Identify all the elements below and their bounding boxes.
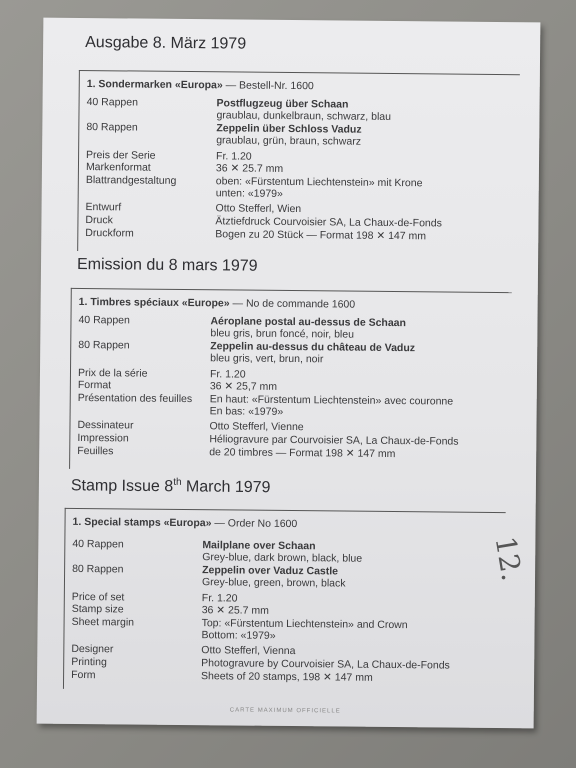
row-value: Otto Stefferl, Vienna bbox=[201, 644, 296, 658]
row-value-2: En bas: «1979» bbox=[209, 405, 284, 418]
handwritten-number: 12. bbox=[488, 533, 529, 584]
row-value: Fr. 1.20 bbox=[209, 368, 246, 381]
row-label: 40 Rappen bbox=[78, 313, 130, 327]
card-footer: CARTE MAXIMUM OFFICIELLE bbox=[229, 707, 341, 715]
row-value: 36 ✕ 25.7 mm bbox=[215, 162, 284, 175]
row-value: En haut: «Fürstentum Liechtenstein» avec couronne bbox=[209, 393, 454, 408]
row-label: Printing bbox=[71, 655, 107, 669]
row-label: 40 Rappen bbox=[72, 537, 124, 551]
row-value: 36 ✕ 25,7 mm bbox=[209, 380, 278, 393]
section-heading: Stamp Issue 8th March 1979 bbox=[70, 476, 271, 497]
row-label: Price of set bbox=[71, 590, 125, 604]
stamp-info-card bbox=[37, 18, 541, 729]
section-heading: Emission du 8 mars 1979 bbox=[76, 255, 258, 275]
row-value: Fr. 1.20 bbox=[201, 592, 238, 605]
row-value: de 20 timbres — Format 198 ✕ 147 mm bbox=[209, 446, 396, 461]
row-value: Ätztiefdruck Courvoisier SA, La Chaux-de-Fonds bbox=[215, 215, 442, 230]
row-label: Blattrandgestaltung bbox=[85, 174, 177, 187]
row-label: Form bbox=[71, 668, 96, 682]
row-value: Zeppelin au-dessus du château de Vaduz bbox=[210, 340, 416, 355]
row-label: Markenformat bbox=[85, 161, 151, 174]
row-label: 80 Rappen bbox=[86, 121, 138, 134]
row-value: Otto Stefferl, Wien bbox=[215, 202, 302, 216]
row-value: Fr. 1.20 bbox=[216, 150, 252, 163]
row-label: Druckform bbox=[85, 227, 134, 240]
box-header: 1. Timbres spéciaux «Europe» — No de commande 1600 bbox=[78, 295, 356, 311]
row-label: Feuilles bbox=[77, 444, 114, 458]
row-value-2: graublau, dunkelbraun, schwarz, blau bbox=[216, 109, 392, 123]
row-value: Postflugzeug über Schaan bbox=[216, 97, 349, 111]
row-label: Dessinateur bbox=[77, 418, 134, 432]
row-label: 80 Rappen bbox=[78, 338, 130, 352]
box-header: 1. Special stamps «Europa» — Order No 1600 bbox=[72, 515, 298, 531]
row-label: Sheet margin bbox=[71, 615, 135, 629]
row-value: Top: «Fürstentum Liechtenstein» and Crown bbox=[201, 617, 408, 632]
row-label: Entwurf bbox=[85, 201, 122, 214]
row-value: Héliogravure par Courvoisier SA, La Chaux-de-Fonds bbox=[209, 433, 459, 448]
row-value: Otto Stefferl, Vienne bbox=[209, 420, 304, 434]
row-label: Preis der Serie bbox=[86, 149, 156, 162]
row-value-2: bleu gris, brun foncé, noir, bleu bbox=[210, 327, 355, 341]
row-value-2: graublau, grün, braun, schwarz bbox=[216, 134, 362, 148]
row-label: Impression bbox=[77, 431, 129, 445]
row-label: Format bbox=[77, 378, 112, 392]
row-label: 80 Rappen bbox=[72, 562, 124, 576]
row-label: Designer bbox=[71, 642, 114, 656]
row-value: Mailplane over Schaan bbox=[202, 539, 316, 553]
row-value: Zeppelin über Schloss Vaduz bbox=[216, 122, 362, 136]
row-label: Prix de la série bbox=[77, 366, 148, 380]
row-value: oben: «Fürstentum Liechtenstein» mit Krone bbox=[215, 175, 423, 190]
row-value: Aéroplane postal au-dessus de Schaan bbox=[210, 315, 407, 330]
row-label: Présentation des feuilles bbox=[77, 391, 193, 406]
row-value: Zeppelin over Vaduz Castle bbox=[202, 564, 339, 578]
row-value-2: Grey-blue, dark brown, black, blue bbox=[202, 551, 363, 565]
row-value-2: unten: «1979» bbox=[215, 187, 283, 200]
row-label: Druck bbox=[85, 214, 113, 227]
row-value: Sheets of 20 stamps, 198 ✕ 147 mm bbox=[201, 670, 373, 684]
row-label: Stamp size bbox=[71, 602, 124, 616]
row-label: 40 Rappen bbox=[86, 96, 139, 109]
row-value-2: bleu gris, vert, brun, noir bbox=[210, 352, 324, 366]
row-value-2: Bottom: «1979» bbox=[201, 629, 276, 642]
row-value-2: Grey-blue, green, brown, black bbox=[201, 576, 346, 590]
row-value: 36 ✕ 25.7 mm bbox=[201, 604, 269, 617]
box-header: 1. Sondermarken «Europa» — Bestell-Nr. 1600 bbox=[86, 78, 314, 93]
row-value: Bogen zu 20 Stück — Format 198 ✕ 147 mm bbox=[215, 228, 427, 243]
row-value: Photogravure by Courvoisier SA, La Chaux-de-Fonds bbox=[201, 657, 450, 672]
section-heading: Ausgabe 8. März 1979 bbox=[85, 34, 247, 53]
